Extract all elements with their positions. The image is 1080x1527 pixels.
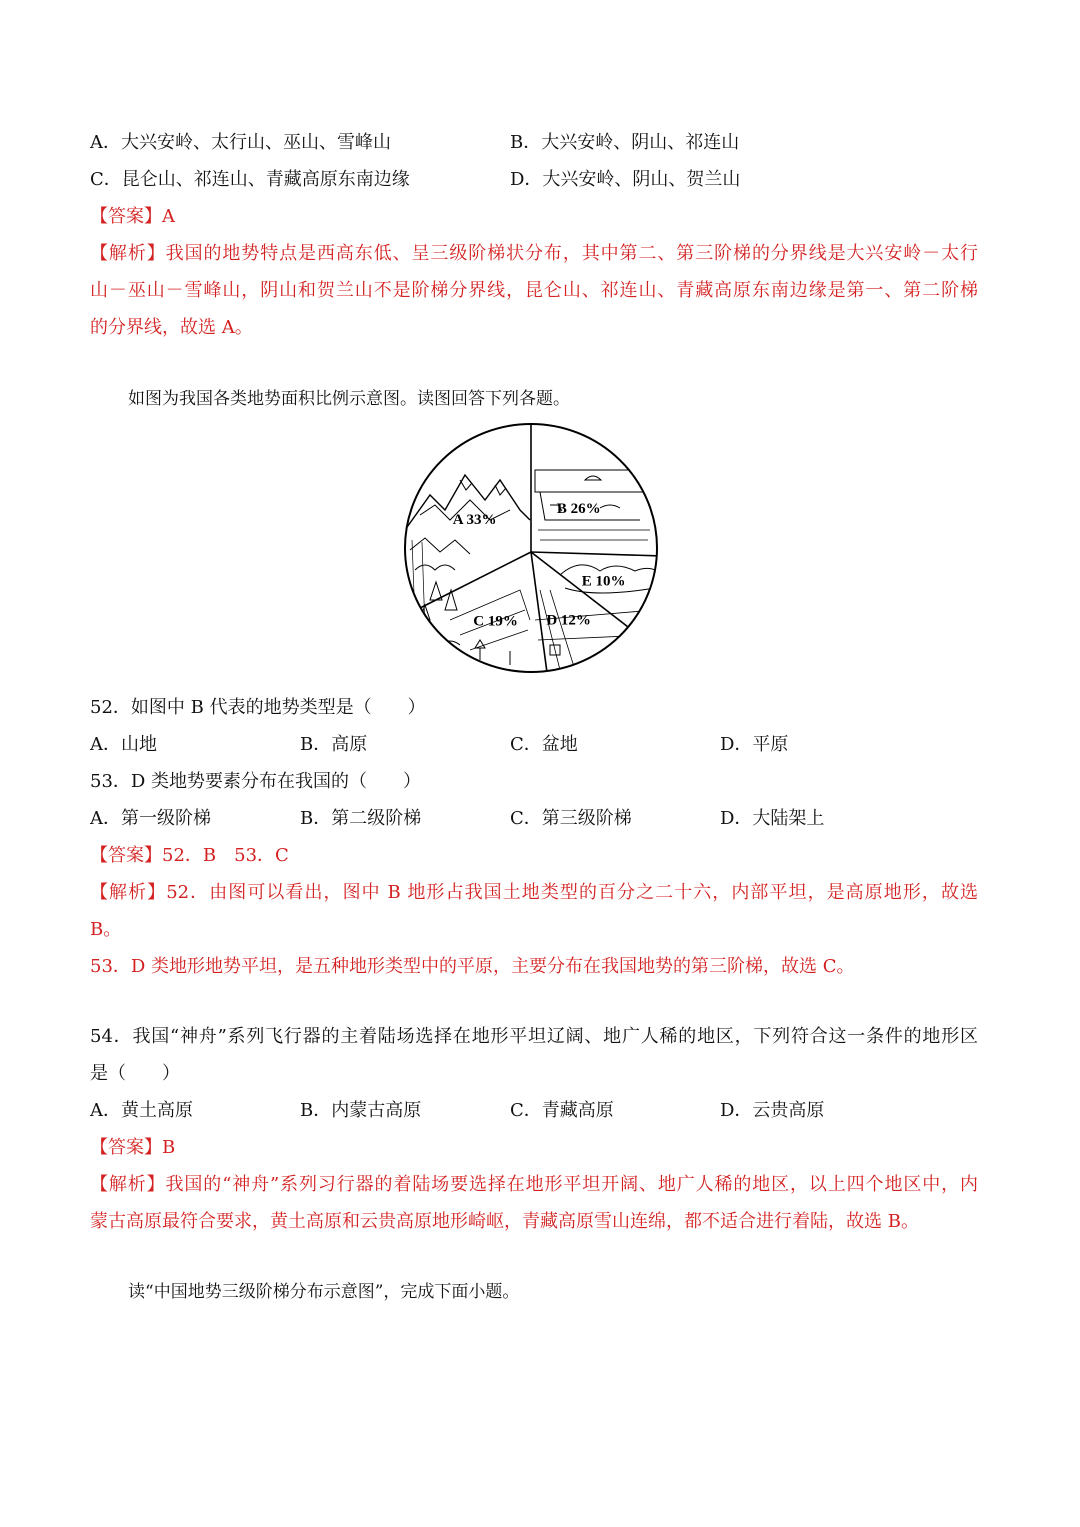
q51-analysis-line-1: 【解析】我国的地势特点是西高东低、呈三级阶梯状分布，其中第二、第三阶梯的分界线是大兴安岭－太行 bbox=[90, 243, 978, 264]
q51-option-b: B．大兴安岭、阴山、祁连山 bbox=[510, 132, 740, 153]
pie-label-a: A 33% bbox=[452, 512, 497, 529]
q52-analysis-line-1: 【解析】52．由图可以看出，图中 B 地形占我国土地类型的百分之二十六，内部平坦，是高原地形，故选 bbox=[90, 882, 978, 903]
q51-analysis-line-3: 的分界线，故选 A。 bbox=[90, 317, 253, 338]
terrain-area-pie-figure bbox=[400, 420, 670, 682]
q54-answer: 【答案】B bbox=[90, 1137, 176, 1158]
q54-option-a: A．黄土高原 bbox=[90, 1100, 193, 1121]
pie-label-b: B 26% bbox=[556, 500, 601, 517]
q52-53-answer: 【答案】52．B 53．C bbox=[90, 845, 289, 866]
q53-option-c: C．第三级阶梯 bbox=[510, 808, 632, 829]
q52-option-a: A．山地 bbox=[90, 734, 157, 755]
q54-analysis-line-2: 蒙古高原最符合要求，黄土高原和云贵高原地形崎岖，青藏高原雪山连绵，都不适合进行着陆，故选 B。 bbox=[90, 1211, 919, 1232]
q51-analysis-line-2: 山－巫山－雪峰山，阴山和贺兰山不是阶梯分界线，昆仑山、祁连山、青藏高原东南边缘是第一、第二阶梯 bbox=[90, 280, 978, 301]
q53-stem: 53．D 类地势要素分布在我国的（ ） bbox=[90, 771, 422, 792]
q53-analysis: 53．D 类地形地势平坦，是五种地形类型中的平原，主要分布在我国地势的第三阶梯，故选 C。 bbox=[90, 956, 855, 977]
q52-option-c: C．盆地 bbox=[510, 734, 578, 755]
pie-label-c: C 19% bbox=[473, 613, 518, 630]
q53-option-d: D．大陆架上 bbox=[720, 808, 825, 829]
q54-analysis-line-1: 【解析】我国的“神舟”系列习行器的着陆场要选择在地形平坦开阔、地广人稀的地区，以上四个地区中，内 bbox=[90, 1174, 978, 1195]
q54-option-b: B．内蒙古高原 bbox=[300, 1100, 422, 1121]
pie-divider-e bbox=[531, 552, 657, 556]
q51-answer: 【答案】A bbox=[90, 206, 175, 227]
q52-option-b: B．高原 bbox=[300, 734, 368, 755]
pie-divider-c bbox=[531, 552, 547, 671]
intro-terrain-pie: 如图为我国各类地势面积比例示意图。读图回答下列各题。 bbox=[128, 389, 570, 409]
pie-label-d: D 12% bbox=[546, 612, 591, 629]
intro-three-steps-map: 读“中国地势三级阶梯分布示意图”，完成下面小题。 bbox=[128, 1282, 520, 1302]
q54-stem-line-2: 是（ ） bbox=[90, 1063, 180, 1084]
q54-option-c: C．青藏高原 bbox=[510, 1100, 614, 1121]
q52-option-d: D．平原 bbox=[720, 734, 789, 755]
q51-option-d: D．大兴安岭、阴山、贺兰山 bbox=[510, 169, 741, 190]
q54-option-d: D．云贵高原 bbox=[720, 1100, 825, 1121]
q51-option-c: C．昆仑山、祁连山、青藏高原东南边缘 bbox=[90, 169, 410, 190]
q51-option-a: A．大兴安岭、太行山、巫山、雪峰山 bbox=[90, 132, 391, 153]
q52-analysis-line-2: B。 bbox=[90, 919, 122, 940]
q52-stem: 52．如图中 B 代表的地势类型是（ ） bbox=[90, 697, 426, 718]
q53-option-a: A．第一级阶梯 bbox=[90, 808, 211, 829]
pie-divider-a bbox=[421, 552, 531, 608]
pie-label-e: E 10% bbox=[581, 573, 626, 590]
q54-stem-line-1: 54．我国“神舟”系列飞行器的主着陆场选择在地形平坦辽阔、地广人稀的地区，下列符合这一条件的地形区 bbox=[90, 1026, 978, 1047]
q53-option-b: B．第二级阶梯 bbox=[300, 808, 422, 829]
